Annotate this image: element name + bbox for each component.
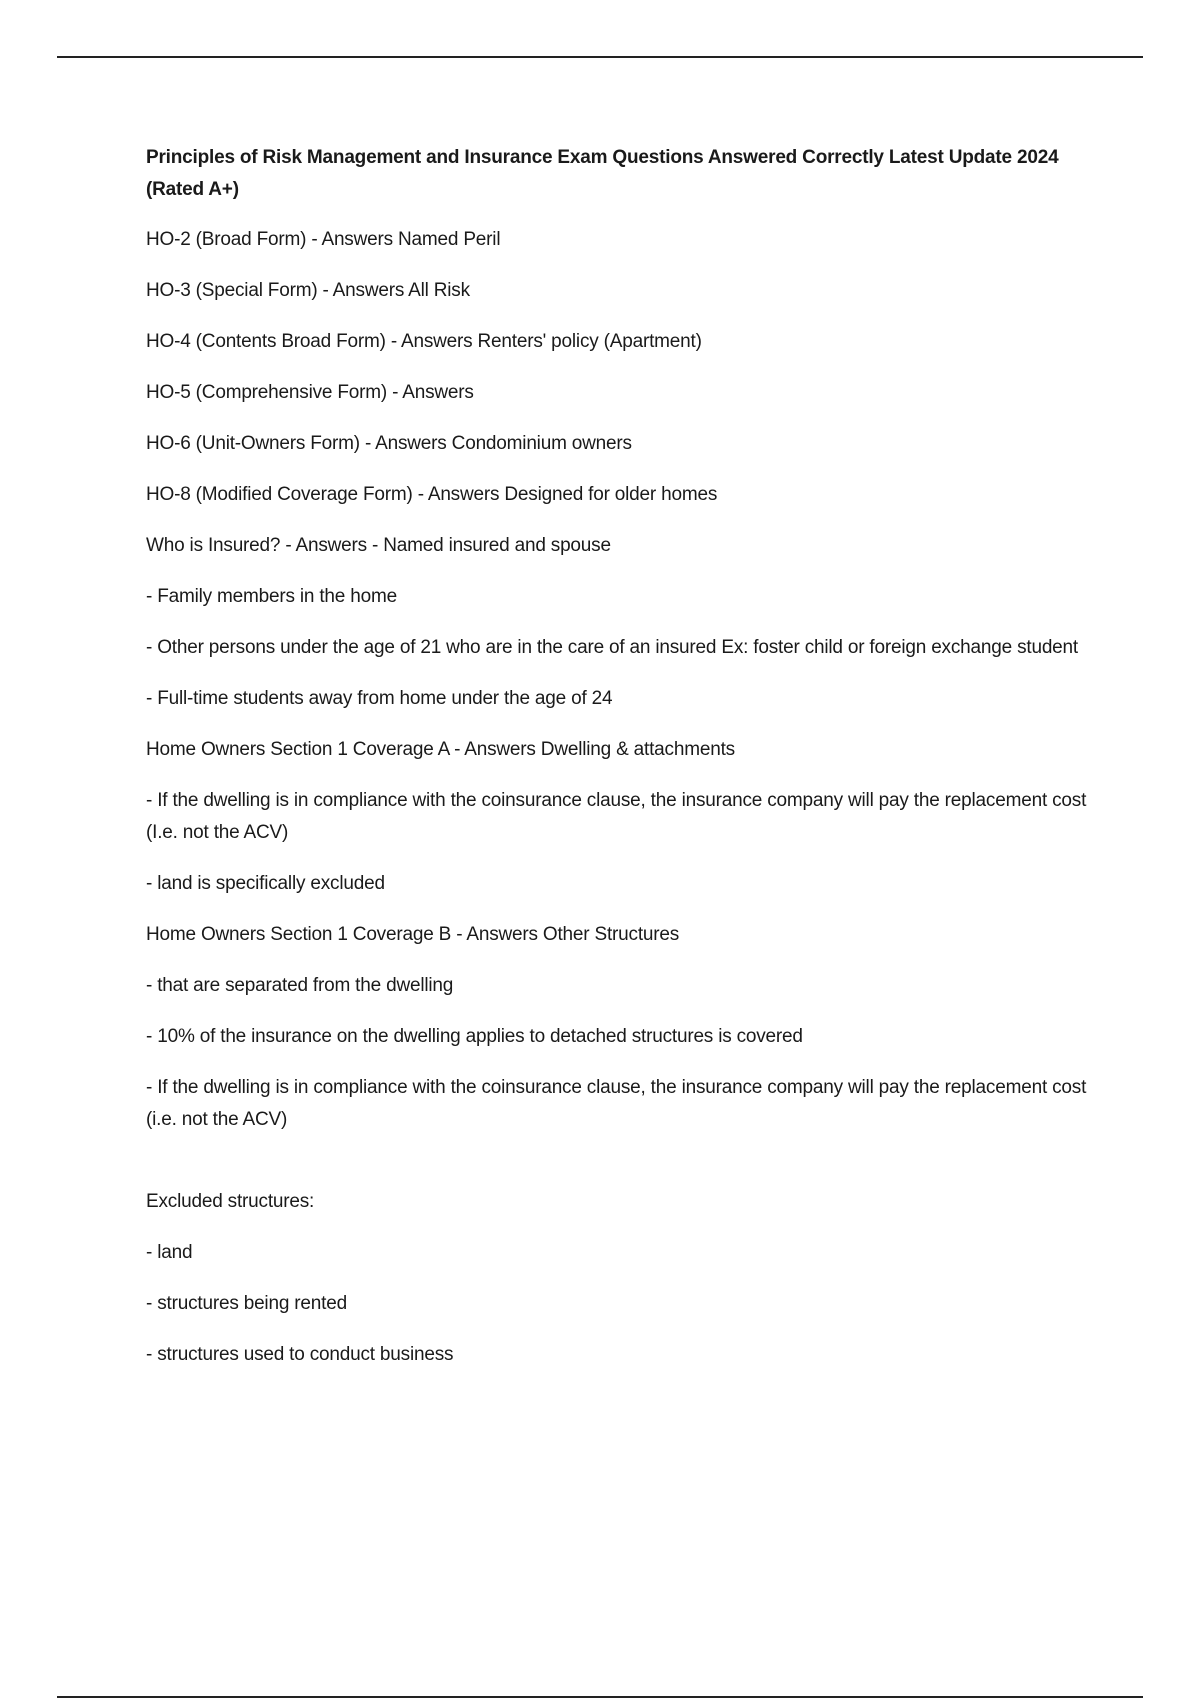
paragraph-ho4: HO-4 (Contents Broad Form) - Answers Renters' policy (Apartment)	[146, 331, 702, 352]
paragraph-coverage-b-coinsurance: - If the dwelling is in compliance with the coinsurance clause, the insurance company will pay the replacement cost (i.e. not the ACV)	[146, 1077, 1087, 1130]
header-rule	[57, 56, 1143, 58]
paragraph-ten-percent: - 10% of the insurance on the dwelling applies to detached structures is covered	[146, 1026, 803, 1047]
document-body	[146, 142, 1106, 1390]
paragraph-ho5: HO-5 (Comprehensive Form) - Answers	[146, 382, 474, 403]
paragraph-land-excluded: - land is specifically excluded	[146, 873, 385, 894]
paragraph-excluded-business: - structures used to conduct business	[146, 1344, 454, 1365]
paragraph-full-time-students: - Full-time students away from home under the age of 24	[146, 688, 613, 709]
paragraph-ho3: HO-3 (Special Form) - Answers All Risk	[146, 280, 470, 301]
paragraph-ho2: HO-2 (Broad Form) - Answers Named Peril	[146, 229, 501, 250]
paragraph-family-members: - Family members in the home	[146, 586, 397, 607]
paragraph-coverage-a: Home Owners Section 1 Coverage A - Answers Dwelling & attachments	[146, 739, 735, 760]
paragraph-ho8: HO-8 (Modified Coverage Form) - Answers Designed for older homes	[146, 484, 718, 505]
paragraph-excluded-structures: Excluded structures:	[146, 1191, 315, 1212]
paragraph-excluded-land: - land	[146, 1242, 193, 1263]
document-title: Principles of Risk Management and Insurance Exam Questions Answered Correctly Latest Update 2024 (Rated A+)	[146, 147, 1059, 200]
footer-rule	[57, 1696, 1143, 1698]
paragraph-separated-structures: - that are separated from the dwelling	[146, 975, 454, 996]
paragraph-other-persons: - Other persons under the age of 21 who are in the care of an insured Ex: foster child or foreign exchange student	[146, 637, 1078, 658]
paragraph-coverage-a-coinsurance: - If the dwelling is in compliance with the coinsurance clause, the insurance company will pay the replacement cost (I.e. not the ACV)	[146, 790, 1087, 843]
paragraph-coverage-b: Home Owners Section 1 Coverage B - Answers Other Structures	[146, 924, 680, 945]
paragraph-who-is-insured: Who is Insured? - Answers - Named insured and spouse	[146, 535, 611, 556]
paragraph-excluded-rented: - structures being rented	[146, 1293, 347, 1314]
paragraph-ho6: HO-6 (Unit-Owners Form) - Answers Condominium owners	[146, 433, 632, 454]
